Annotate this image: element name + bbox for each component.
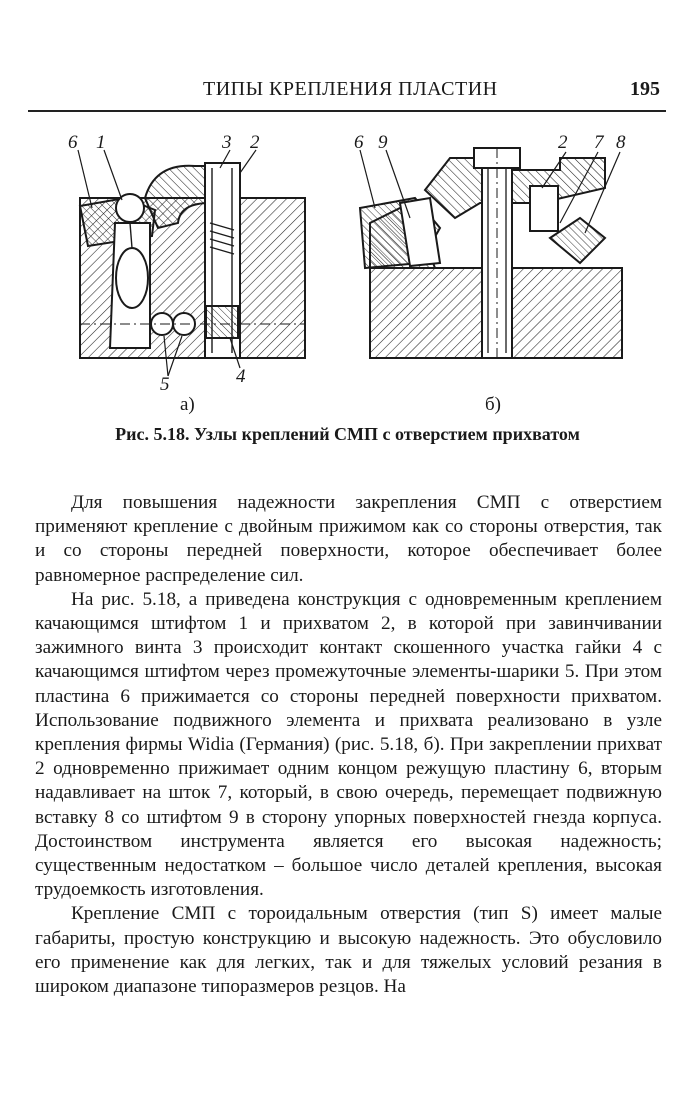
stem-b [530,186,558,231]
figure-5-18 [60,128,640,418]
running-header [28,74,666,112]
paragraph-1: Для повышения надежности закрепления СМП с отверстием применяют крепление с двойным прижимом как со стороны отверстия, так и со стороны передней поверхности, которое обеспечивает более равномерное распределение сил. [35,492,662,586]
label-a-6: 6 [68,132,78,153]
label-a-2: 2 [250,132,260,153]
label-b-6: 6 [354,132,364,153]
label-a-5: 5 [160,374,170,395]
sublabel-a: а) [180,394,195,415]
label-a-4: 4 [236,366,246,387]
paragraph-3: Крепление СМП с тороидальным отверстия (тип S) имеет малые габариты, простую конструкцию и высокую надежность. Это обусловило его применение как для легких, так и для тяжелых условий резания в широком диапазоне типоразмеров резцов. На [35,903,662,998]
label-a-3: 3 [222,132,232,153]
drawing-a [78,150,305,376]
figure-caption: Рис. 5.18. Узлы креплений СМП с отверстием прихватом [115,424,580,444]
pin-body-a [116,248,148,308]
figure-drawing [60,128,640,418]
sublabel-b: б) [485,394,501,415]
pin-head-a [116,194,144,222]
page-number: 195 [630,78,660,100]
paragraph-2: На рис. 5.18, а приведена конструкция с одновременным креплением качающимся штифтом 1 и прихватом 2, в которой при завинчивании зажимного винта 3 происходит контакт скошенного участка гайки 4 с качающимся штифтом через промежуточные элементы-шарики 5. При этом пластина 6 прижимается со стороны передней поверхности прихватом. Использование подвижного элемента и прихвата реализовано в узле крепления фирмы Widia (Германия) (рис. 5.18, б). При закреплении прихват 2 одновременно прижимает одним концом режущую пластину 6, вторым надавливает на шток 7, который, в свою очередь, перемещает подвижную вставку 8 со штифтом 9 в сторону упорных поверхностей гнезда корпуса. Достоинством инструмента является его высокая надежность; существенным недостатком – большое число деталей крепления, высокая трудоемкость изготовления. [35,588,662,901]
label-b-8: 8 [616,132,626,153]
label-a-1: 1 [96,132,106,153]
drawing-b [360,148,622,358]
nut-a [206,306,238,338]
running-title: ТИПЫ КРЕПЛЕНИЯ ПЛАСТИН [203,78,498,100]
body-text [35,491,662,999]
label-b-7: 7 [594,132,604,153]
label-b-9: 9 [378,132,388,153]
label-b-2: 2 [558,132,568,153]
